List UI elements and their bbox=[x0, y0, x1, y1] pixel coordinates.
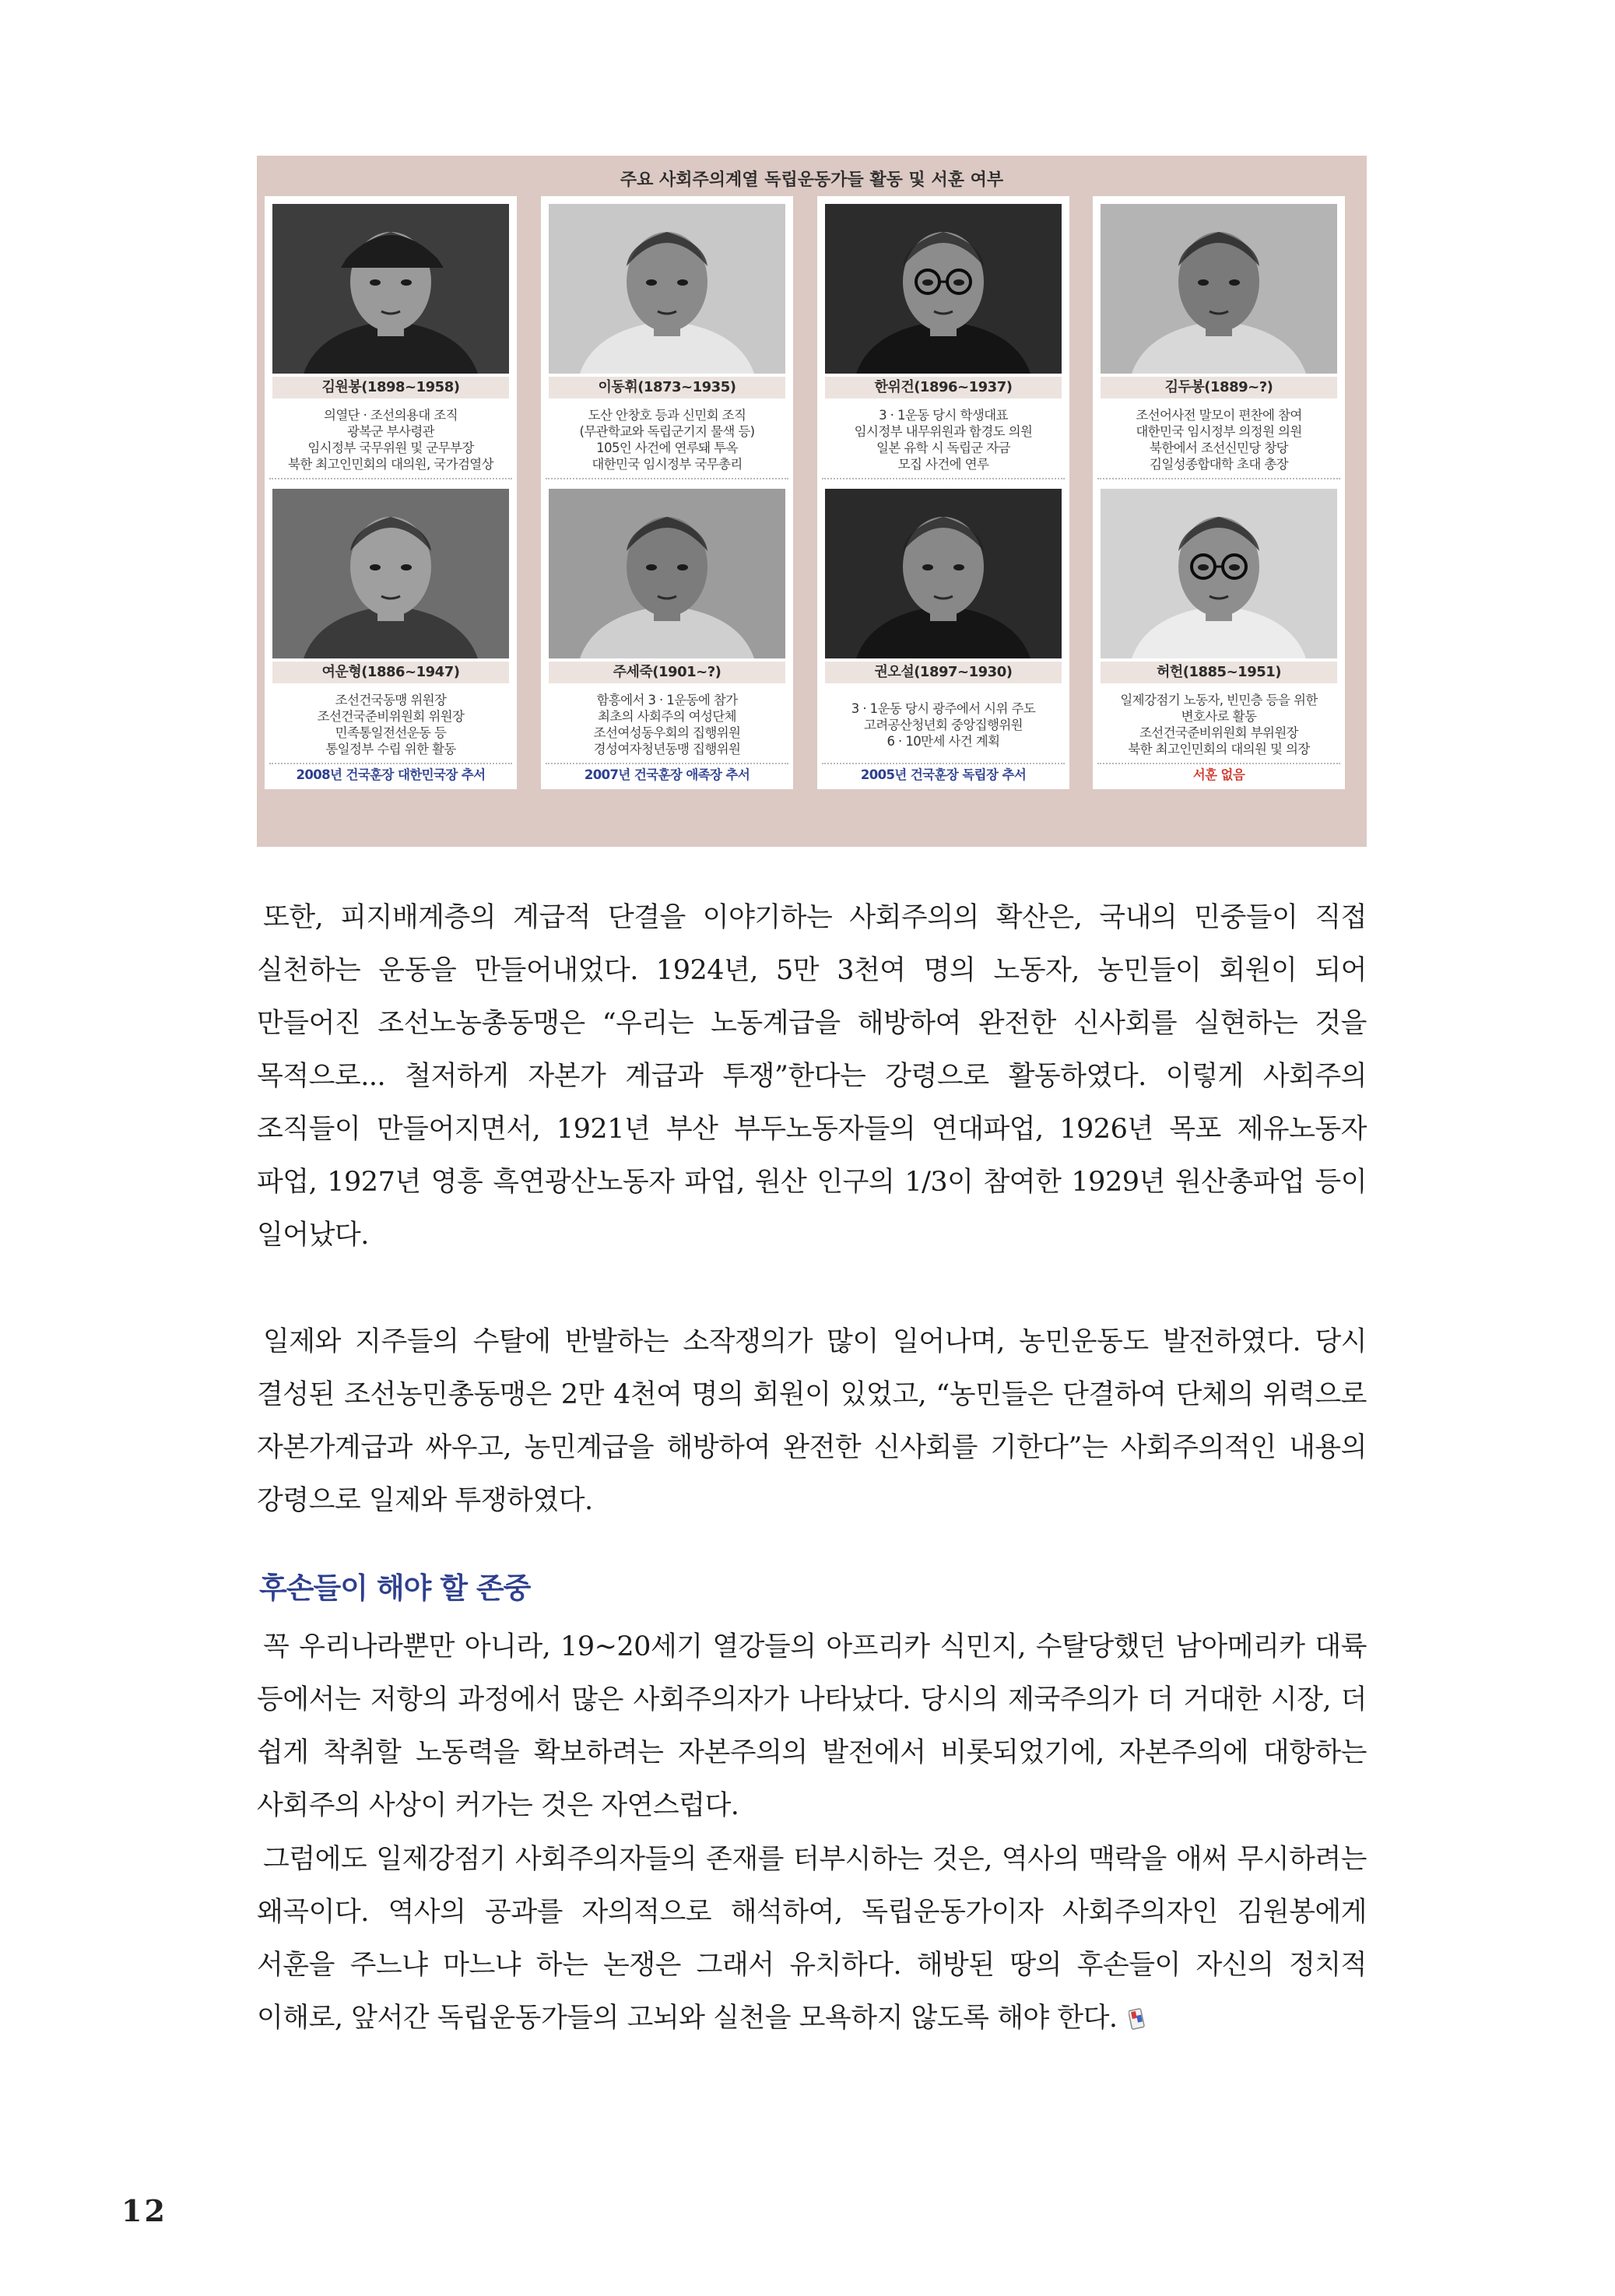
body-paragraph-4 bbox=[257, 1833, 1367, 2045]
activist-description bbox=[1097, 686, 1340, 764]
activist-description-line: 모집 사건에 연루 bbox=[897, 457, 989, 472]
decoration-status: 2008년 건국훈장 대한민국장 추서 bbox=[296, 767, 486, 782]
activist-description-line: 대한민국 임시정부 의정원 의원 bbox=[1136, 424, 1302, 439]
activist-description-line: 일제강점기 노동자, 빈민층 등을 위한 bbox=[1120, 693, 1318, 707]
independence-activists-panel bbox=[257, 156, 1367, 847]
activist-name: 주세죽(1901~?) bbox=[549, 662, 785, 683]
activist-name: 김원봉(1898~1958) bbox=[272, 377, 509, 398]
portrait-photo bbox=[272, 204, 509, 374]
activist-description bbox=[546, 686, 788, 764]
activist-description bbox=[269, 402, 512, 479]
body-paragraph-1: 또한, 피지배계층의 계급적 단결을 이야기하는 사회주의의 확산은, 국내의 민중들이 직접 실천하는 운동을 만들어내었다. 1924년, 5만 3천여 명의 노동자, 농민들이 회원이 되어 만들어진 조선노농총동맹은 “우리는 노동계급을 해방하여 완전한 신사회를 실현하는 것을 목적으로... 철저하게 자본가 계급과 투쟁”한다는 강령으로 활동하였다. 이렇게 사회주의 조직들이 만들어지면서, 1921년 부산 부두노동자들의 연대파업, 1926년 목포 제유노동자 파업, 1927년 영흥 흑연광산노동자 파업, 원산 인구의 1/3이 참여한 1929년 원산총파업 등이 일어났다. bbox=[257, 902, 1367, 1251]
activist-description bbox=[546, 402, 788, 479]
activist-description-line: 3 · 1운동 당시 광주에서 시위 주도 bbox=[851, 700, 1036, 716]
body-paragraph-3: 꼭 우리나라뿐만 아니라, 19~20세기 열강들의 아프리카 식민지, 수탈당했던 남아메리카 대륙 등에서는 저항의 과정에서 많은 사회주의자가 나타났다. 당시의 제국주의가 더 거대한 시장, 더 쉽게 착취할 노동력을 확보하려는 자본주의의 발전에서 비롯되었기에, 자본주의에 대항하는 사회주의 사상이 커가는 것은 자연스럽다. bbox=[257, 1631, 1367, 1821]
activist-description-line: 6 · 10만세 사건 계획 bbox=[886, 733, 1000, 749]
activist-description-line: 조선건국준비위원회 위원장 bbox=[317, 709, 465, 724]
activist-name: 여운형(1886~1947) bbox=[272, 662, 509, 683]
activist-card bbox=[817, 196, 1069, 504]
activist-description bbox=[822, 686, 1065, 764]
activist-card bbox=[265, 481, 517, 789]
activist-description-line: 김일성종합대학 초대 총장 bbox=[1149, 457, 1289, 472]
activist-description-line: 임시정부 국무위원 및 군무부장 bbox=[307, 441, 474, 455]
activist-description-line: 경성여자청년동맹 집행위원 bbox=[593, 742, 741, 757]
portrait-photo bbox=[272, 489, 509, 658]
decoration-status: 서훈 없음 bbox=[1192, 767, 1245, 782]
activist-description-line: 변호사로 활동 bbox=[1181, 709, 1257, 724]
activist-description-line: 조선건국동맹 위원장 bbox=[335, 693, 447, 707]
portrait-photo bbox=[549, 489, 785, 658]
panel-title: 주요 사회주의계열 독립운동가들 활동 및 서훈 여부 bbox=[620, 170, 1004, 190]
activist-card bbox=[817, 481, 1069, 789]
activist-description-line: 조선건국준비위원회 부위원장 bbox=[1139, 725, 1299, 740]
activist-card bbox=[1093, 481, 1345, 789]
body-paragraph-2: 일제와 지주들의 수탈에 반발하는 소작쟁의가 많이 일어나며, 농민운동도 발전하였다. 당시 결성된 조선농민총동맹은 2만 4천여 명의 회원이 있었고, “농민들은 단결하여 단체의 위력으로 자본가계급과 싸우고, 농민계급을 해방하여 완전한 신사회를 기한다”는 사회주의적인 내용의 강령으로 일제와 투쟁하였다. bbox=[257, 1326, 1367, 1516]
activist-name: 권오설(1897~1930) bbox=[825, 662, 1062, 683]
section-heading: 후손들이 해야 할 존중 bbox=[259, 1571, 531, 1605]
activist-name: 허헌(1885~1951) bbox=[1101, 662, 1337, 683]
activist-description bbox=[1097, 402, 1340, 479]
activist-description-line: 일본 유학 시 독립군 자금 bbox=[876, 441, 1010, 455]
activist-description-line: 민족통일전선운동 등 bbox=[335, 725, 447, 740]
portrait-photo bbox=[549, 204, 785, 374]
activist-description-line: 북한 최고인민회의 대의원, 국가검열상 bbox=[287, 457, 493, 472]
activist-description-line: 최초의 사회주의 여성단체 bbox=[597, 709, 737, 724]
portrait-photo bbox=[825, 489, 1062, 658]
activist-description-line: 조선어사전 말모이 편찬에 참여 bbox=[1136, 408, 1302, 423]
activist-description-line: 북한 최고인민회의 대의원 및 의장 bbox=[1128, 742, 1310, 757]
activist-name: 한위건(1896~1937) bbox=[825, 377, 1062, 398]
end-mark-icon bbox=[1122, 1995, 1139, 2018]
activist-description-line: 3 · 1운동 당시 학생대표 bbox=[879, 408, 1008, 423]
activist-card bbox=[541, 196, 793, 504]
activist-description-line: 통일정부 수립 위한 활동 bbox=[325, 742, 456, 757]
activist-description-line: 북한에서 조선신민당 창당 bbox=[1149, 441, 1289, 455]
decoration-status: 2007년 건국훈장 애족장 추서 bbox=[584, 767, 750, 782]
activist-description-line: 도산 안창호 등과 신민회 조직 bbox=[588, 408, 746, 423]
activist-name: 이동휘(1873~1935) bbox=[549, 377, 785, 398]
activist-description-line: 함흥에서 3 · 1운동에 참가 bbox=[596, 693, 738, 707]
page-number: 12 bbox=[121, 2193, 167, 2228]
portrait-photo bbox=[1101, 204, 1337, 374]
activist-card bbox=[265, 196, 517, 504]
activist-description-line: 임시정부 내무위원과 함경도 의원 bbox=[854, 424, 1033, 439]
activist-description-line: 의열단 · 조선의용대 조직 bbox=[324, 408, 458, 423]
activist-card bbox=[541, 481, 793, 789]
activist-card bbox=[1093, 196, 1345, 504]
portrait-photo bbox=[1101, 489, 1337, 658]
activist-description bbox=[822, 402, 1065, 479]
activist-description-line: 조선여성동우회의 집행위원 bbox=[593, 725, 741, 740]
activist-description-line: (무관학교와 독립군기지 물색 등) bbox=[579, 424, 755, 439]
activist-description-line: 고려공산청년회 중앙집행위원 bbox=[863, 717, 1023, 732]
activist-name: 김두봉(1889~?) bbox=[1101, 377, 1337, 398]
activist-description-line: 광복군 부사령관 bbox=[346, 424, 435, 439]
decoration-status: 2005년 건국훈장 독립장 추서 bbox=[860, 767, 1027, 782]
activist-description-line: 105인 사건에 연루돼 투옥 bbox=[596, 441, 738, 455]
activist-description-line: 대한민국 임시정부 국무총리 bbox=[592, 457, 743, 472]
portrait-photo bbox=[825, 204, 1062, 374]
activist-description bbox=[269, 686, 512, 764]
body-paragraph-4-text: 그럼에도 일제강점기 사회주의자들의 존재를 터부시하는 것은, 역사의 맥락을 애써 무시하려는 왜곡이다. 역사의 공과를 자의적으로 해석하여, 독립운동가이자 사회주의자인 김원봉에게 서훈을 주느냐 마느냐 하는 논쟁은 그래서 유치하다. 해방된 땅의 후손들이 자신의 정치적 이해로, 앞서간 독립운동가들의 고뇌와 실천을 모욕하지 않도록 해야 한다. bbox=[257, 1844, 1367, 2034]
